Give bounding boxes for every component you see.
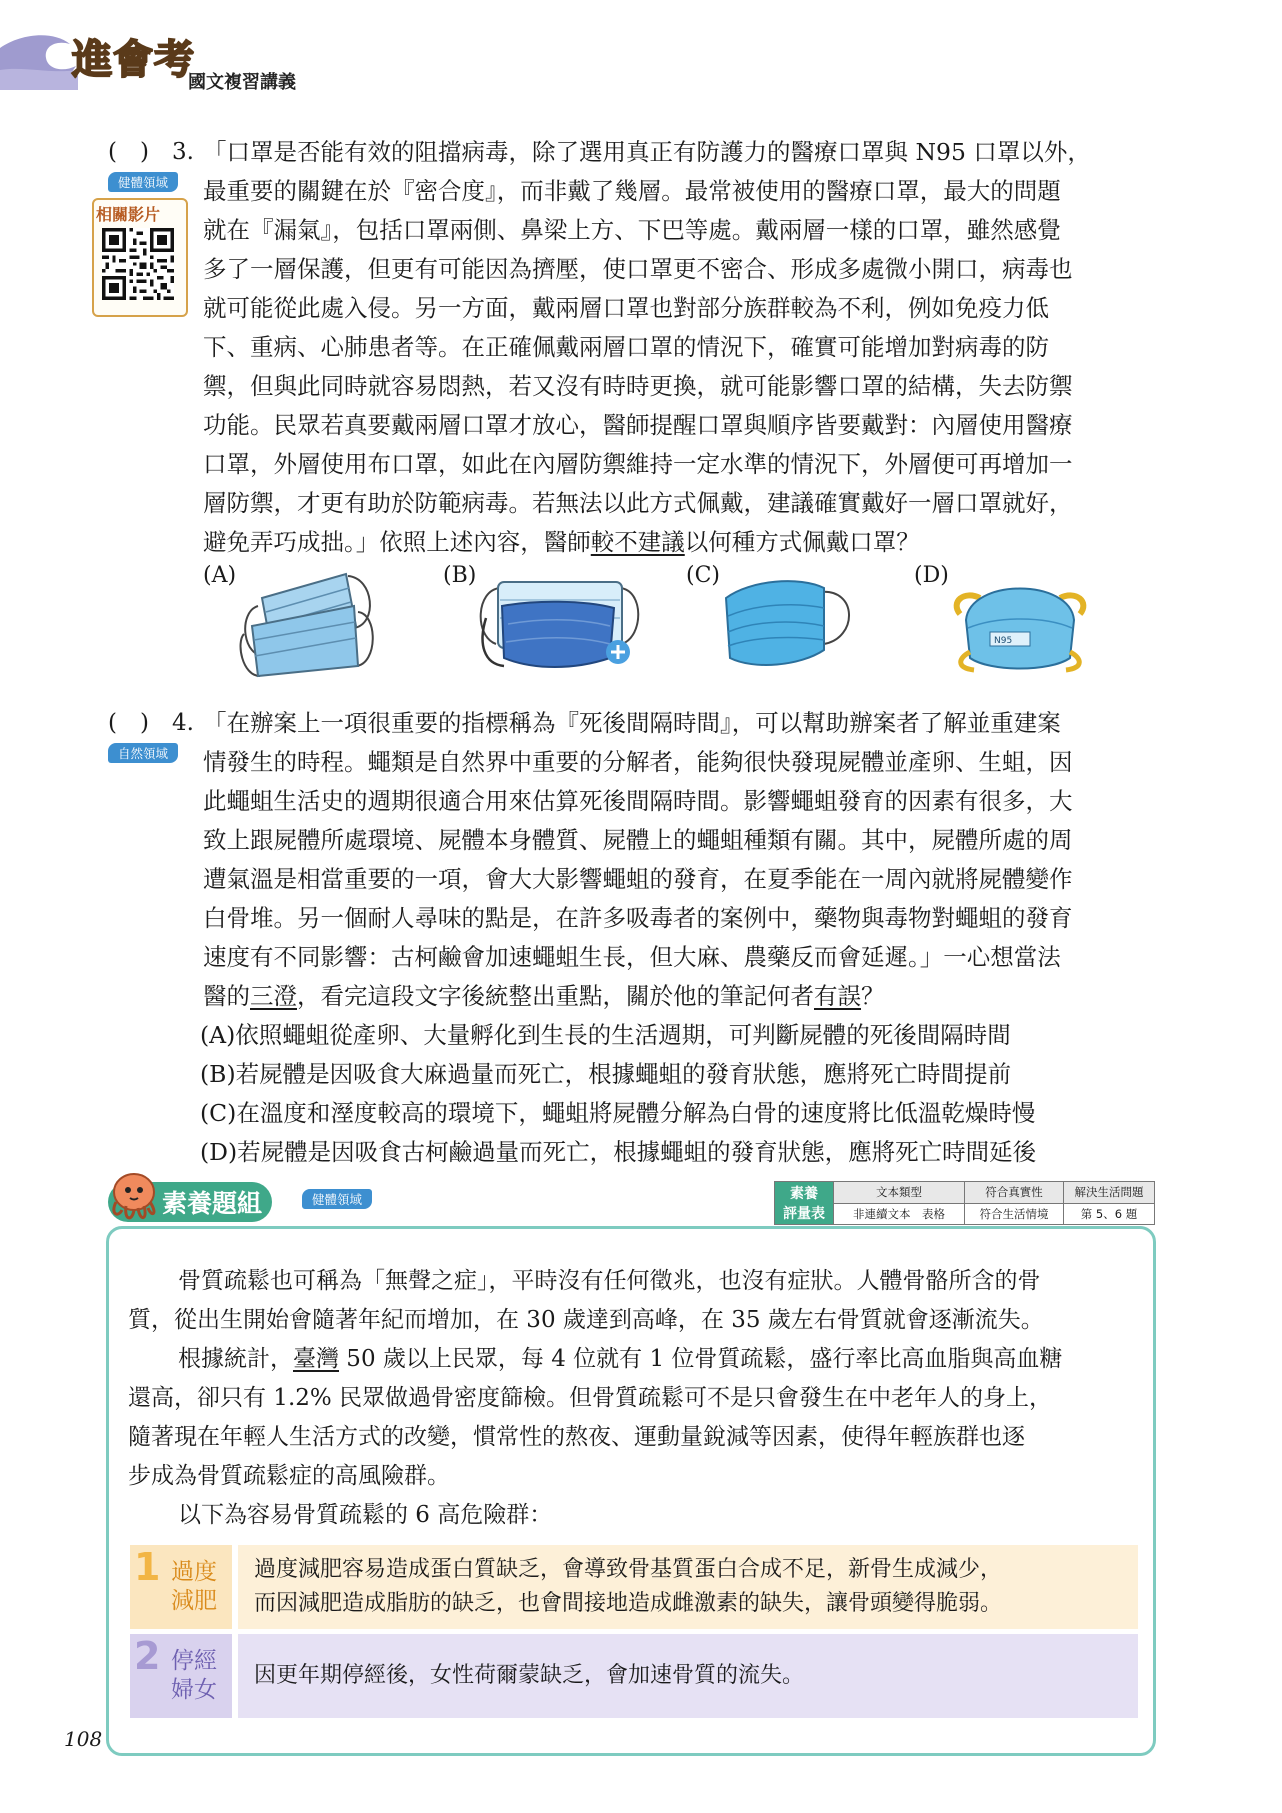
q3-answer-bracket: ( ) bbox=[108, 139, 149, 165]
q3-line-9: 口罩，外層使用布口罩，如此在內層防禦維持一定水準的情況下，外層便可再增加一 bbox=[203, 450, 1073, 478]
q4-line-1: 「在辦案上一項很重要的指標稱為『死後間隔時間』，可以幫助辦案者了解並重建案 bbox=[203, 709, 1061, 737]
n95-mask-image bbox=[950, 572, 1090, 676]
book-subtitle: 國文複習講義 bbox=[188, 72, 296, 93]
octopus-mascot-icon bbox=[104, 1170, 162, 1224]
rating-col-1: 文本類型 bbox=[834, 1182, 965, 1204]
q4-underlined-keyword: 有誤 bbox=[814, 982, 861, 1010]
n95-label: N95 bbox=[994, 636, 1013, 646]
passage-p3: 以下為容易骨質疏鬆的 6 高危險群： bbox=[178, 1502, 553, 1528]
rating-head-line-1: 素養 bbox=[790, 1186, 818, 1202]
q3-option-c-label[interactable]: (C) bbox=[686, 563, 720, 588]
q4-choice-c[interactable]: (C)在溫度和溼度較高的環境下，蠅蛆將屍體分解為白骨的速度將比低溫乾燥時慢 bbox=[200, 1099, 1036, 1127]
q4-last-text-c: ？ bbox=[861, 982, 885, 1010]
q4-line-3: 此蠅蛆生活史的週期很適合用來估算死後間隔時間。影響蠅蛆發育的因素有很多，大 bbox=[203, 787, 1073, 815]
q4-line-2: 情發生的時程。蠅類是自然界中重要的分解者，能夠很快發現屍體並產卵、生蛆，因 bbox=[203, 748, 1073, 776]
q3-line-6: 下、重病、心肺患者等。在正確佩戴兩層口罩的情況下，確實可能增加對病毒的防 bbox=[203, 333, 1049, 361]
q4-choice-a[interactable]: (A)依照蠅蛆從產卵、大量孵化到生長的生活週期，可判斷屍體的死後間隔時間 bbox=[200, 1021, 1011, 1049]
q4-line-5: 遭氣溫是相當重要的一項，會大大影響蠅蛆的發育，在夏季能在一周內就將屍體變作 bbox=[203, 865, 1073, 893]
q3-line-1: 「口罩是否能有效的阻擋病毒，除了選用真正有防護力的醫療口罩與 N95 口罩以外， bbox=[203, 138, 1091, 166]
q4-line-4: 致上跟屍體所處環境、屍體本身體質、屍體上的蠅蛆種類有關。其中，屍體所處的周 bbox=[203, 826, 1073, 854]
passage-p2-text-a: 根據統計， bbox=[178, 1346, 293, 1372]
risk-1-label-line-1: 過度 bbox=[171, 1559, 217, 1585]
brand-logo: 進會考 bbox=[72, 37, 195, 83]
q3-option-b-label[interactable]: (B) bbox=[443, 563, 477, 588]
q4-answer-bracket: ( ) bbox=[108, 710, 149, 736]
layered-mask-image bbox=[474, 574, 644, 674]
q3-line-4: 多了一層保護，但更有可能因為擠壓，使口罩更不密合、形成多處微小開口，病毒也 bbox=[203, 255, 1073, 283]
passage-p2-line-4: 步成為骨質疏鬆症的高風險群。 bbox=[128, 1463, 450, 1489]
q3-line-3: 就在『漏氣』，包括口罩兩側、鼻梁上方、下巴等處。戴兩層一樣的口罩，雖然感覺 bbox=[203, 216, 1061, 244]
q4-line-6: 白骨堆。另一個耐人尋味的點是，在許多吸毒者的案例中，藥物與毒物對蠅蛆的發育 bbox=[203, 904, 1073, 932]
q4-choice-b[interactable]: (B)若屍體是因吸食大麻過量而死亡，根據蠅蛆的發育狀態，應將死亡時間提前 bbox=[200, 1060, 1012, 1088]
q4-line-7: 速度有不同影響：古柯鹼會加速蠅蛆生長，但大麻、農藥反而會延遲。」一心想當法 bbox=[203, 943, 1061, 971]
passage-p2-line-2: 還高，卻只有 1.2% 民眾做過骨密度篩檢。但骨質疏鬆可不是只會發生在中老年人的身上， bbox=[128, 1385, 1053, 1411]
risk-2-label bbox=[160, 1647, 228, 1705]
risk-2-line-1: 因更年期停經後，女性荷爾蒙缺乏，會加速骨質的流失。 bbox=[254, 1663, 805, 1688]
q3-number: 3. bbox=[172, 139, 194, 165]
q4-choice-d[interactable]: (D)若屍體是因吸食古柯鹼過量而死亡，根據蠅蛆的發育狀態，應將死亡時間延後 bbox=[200, 1138, 1037, 1166]
risk-2-number: 2 bbox=[134, 1634, 161, 1678]
passage-p2-line-1 bbox=[178, 1340, 1062, 1379]
passage-place-name: 臺灣 bbox=[293, 1346, 339, 1372]
surgical-mask-image bbox=[720, 574, 860, 674]
risk-1-label bbox=[160, 1558, 228, 1616]
rating-head-line-2: 評量表 bbox=[783, 1206, 825, 1222]
q4-last-text-b: ，看完這段文字後統整出重點，關於他的筆記何者 bbox=[297, 982, 814, 1010]
q4-last-text-a: 醫的 bbox=[203, 982, 250, 1010]
rating-val-2: 符合生活情境 bbox=[965, 1203, 1064, 1225]
q4-underlined-name: 三澄 bbox=[250, 982, 297, 1010]
rating-col-3: 解決生活問題 bbox=[1064, 1182, 1155, 1204]
q3-domain-tag: 健體領域 bbox=[108, 172, 178, 192]
q3-line-7: 禦，但與此同時就容易悶熱，若又沒有時時更換，就可能影響口罩的結構，失去防禦 bbox=[203, 372, 1073, 400]
qr-video-title: 相關影片 bbox=[96, 205, 161, 224]
section-domain-tag: 健體領域 bbox=[302, 1189, 372, 1209]
two-surgical-masks-image bbox=[238, 572, 378, 680]
q4-domain-tag: 自然領域 bbox=[108, 743, 178, 763]
q3-option-d-label[interactable]: (D) bbox=[914, 563, 949, 588]
q3-line-5: 就可能從此處入侵。另一方面，戴兩層口罩也對部分族群較為不利，例如免疫力低 bbox=[203, 294, 1049, 322]
q3-line-8: 功能。民眾若真要戴兩層口罩才放心，醫師提醒口罩與順序皆要戴對：內層使用醫療 bbox=[203, 411, 1073, 439]
rating-col-2: 符合真實性 bbox=[965, 1182, 1064, 1204]
risk-2-label-line-1: 停經 bbox=[171, 1648, 217, 1674]
q3-option-a-label[interactable]: (A) bbox=[203, 563, 237, 588]
page-number: 108 bbox=[64, 1727, 103, 1751]
rating-val-3: 第 5、6 題 bbox=[1064, 1203, 1155, 1225]
q3-line-2: 最重要的關鍵在於『密合度』，而非戴了幾層。最常被使用的醫療口罩，最大的問題 bbox=[203, 177, 1061, 205]
risk-2-label-line-2: 婦女 bbox=[171, 1677, 217, 1703]
passage-p1-line-2: 質，從出生開始會隨著年紀而增加，在 30 歲達到高峰，在 35 歲左右骨質就會逐漸流失。 bbox=[128, 1307, 1044, 1333]
passage-p1-line-1: 骨質疏鬆也可稱為「無聲之症」，平時沒有任何徵兆，也沒有症狀。人體骨骼所含的骨 bbox=[178, 1268, 1041, 1294]
rating-val-1: 非連續文本 表格 bbox=[834, 1203, 965, 1225]
q3-line-10: 層防禦，才更有助於防範病毒。若無法以此方式佩戴，建議確實戴好一層口罩就好， bbox=[203, 489, 1073, 517]
q3-last-text-a: 避免弄巧成拙。」依照上述內容，醫師 bbox=[203, 528, 591, 556]
q3-line-11 bbox=[203, 523, 920, 562]
passage-p2-text-b: 50 歲以上民眾，每 4 位就有 1 位骨質疏鬆，盛行率比高血脂與高血糖 bbox=[339, 1346, 1063, 1372]
passage-p2-line-3: 隨著現在年輕人生活方式的改變，慣常性的熬夜、運動量銳減等因素，使得年輕族群也逐 bbox=[128, 1424, 1025, 1450]
risk-1-line-1: 過度減肥容易造成蛋白質缺乏，會導致骨基質蛋白合成不足，新骨生成減少， bbox=[254, 1557, 1003, 1582]
q3-last-text-b: 以何種方式佩戴口罩？ bbox=[684, 528, 920, 556]
q3-underlined-keyword: 較不建議 bbox=[590, 528, 685, 556]
qr-code-icon[interactable] bbox=[102, 228, 174, 300]
risk-1-line-2: 而因減肥造成脂肪的缺乏，也會間接地造成雌激素的缺失，讓骨頭變得脆弱。 bbox=[254, 1591, 1003, 1616]
rating-head bbox=[775, 1182, 834, 1225]
q4-number: 4. bbox=[172, 710, 194, 736]
q4-line-8 bbox=[203, 977, 885, 1016]
literacy-rating-table bbox=[774, 1181, 1155, 1225]
risk-1-number: 1 bbox=[134, 1545, 161, 1589]
section-title: 素養題組 bbox=[108, 1182, 272, 1222]
risk-1-label-line-2: 減肥 bbox=[171, 1588, 217, 1614]
